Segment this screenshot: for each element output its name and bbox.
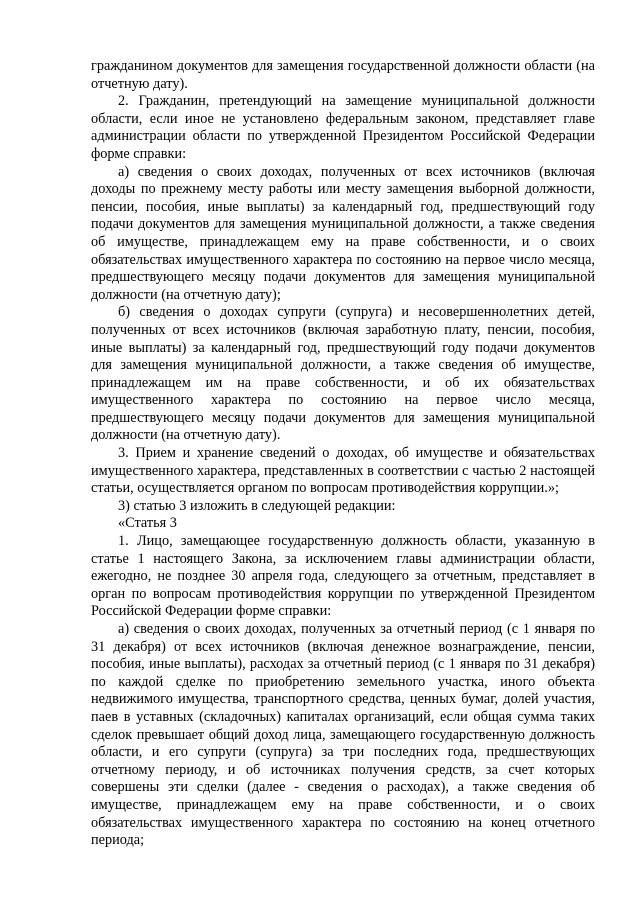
paragraph-9: а) сведения о своих доходах, полученных за отчетный период (с 1 января по 31 декабря) от всех источников (включая денежное вознаграждение, пенсии, пособия, иные выплаты), расходах за отчетный период (с 1 января по 31 декабря) по каждой сделке по приобретению земельного участка, иного объекта недвижимого имущества, транспортного средства, ценных бумаг, долей участия, паев в уставных (складочных) капиталах организаций, если общая сумма таких сделок превышает общий доход лица, замещающего государственную должность области, и его супруги (супруга) за три последних года, предшествующих отчетному периоду, и об источниках получения средств, за счет которых совершены эти сделки (далее - сведения о расходах), а также сведения об имуществе, принадлежащем ему на праве собственности, и о своих обязательствах имущественного характера по состоянию на конец отчетного периода;: [91, 621, 595, 849]
paragraph-3: а) сведения о своих доходах, полученных от всех источников (включая доходы по прежнему месту работы или месту замещения выборной должности, пенсии, пособия, иные выплаты) за календарный год, предшествующий году подачи документов для замещения муниципальной должности, а также сведения об имуществе, принадлежащем ему на праве собственности, и о своих обязательствах имущественного характера по состоянию на первое число месяца, предшествующего месяцу подачи документов для замещения муниципальной должности (на отчетную дату);: [91, 163, 595, 303]
article-heading: «Статья 3: [118, 515, 177, 532]
paragraph-2: 2. Гражданин, претендующий на замещение муниципальной должности области, если иное не установлено федеральным законом, представляет главе администрации области по утвержденной Президентом Российской Федерации форме справки:: [91, 93, 595, 162]
paragraph-5: 3. Прием и хранение сведений о доходах, об имуществе и обязательствах имущественного характера, представленных в соответствии с частью 2 настоящей статьи, осуществляется органом по вопросам противодействия коррупции.»;: [91, 445, 595, 497]
paragraph-6: 3) статью 3 изложить в следующей редакции:: [118, 497, 396, 514]
paragraph-4: б) сведения о доходах супруги (супруга) и несовершеннолетних детей, полученных от всех источников (включая заработную плату, пенсии, пособия, иные выплаты) за календарный год, предшествующий году подачи документов для замещения муниципальной должности, а также сведения об имуществе, принадлежащем им на праве собственности, и об их обязательствах имущественного характера по состоянию на первое число месяца, предшествующего месяцу подачи документов для замещения муниципальной должности (на отчетную дату).: [91, 304, 595, 444]
paragraph-8: 1. Лицо, замещающее государственную должность области, указанную в статье 1 настоящего Закона, за исключением главы администрации области, ежегодно, не позднее 30 апреля года, следующего за отчетным, представляет в орган по вопросам противодействия коррупции по утвержденной Президентом Российской Федерации форме справки:: [91, 533, 595, 620]
paragraph-1: гражданином документов для замещения государственной должности области (на отчетную дату).: [91, 58, 595, 92]
document-page: [91, 58, 595, 850]
